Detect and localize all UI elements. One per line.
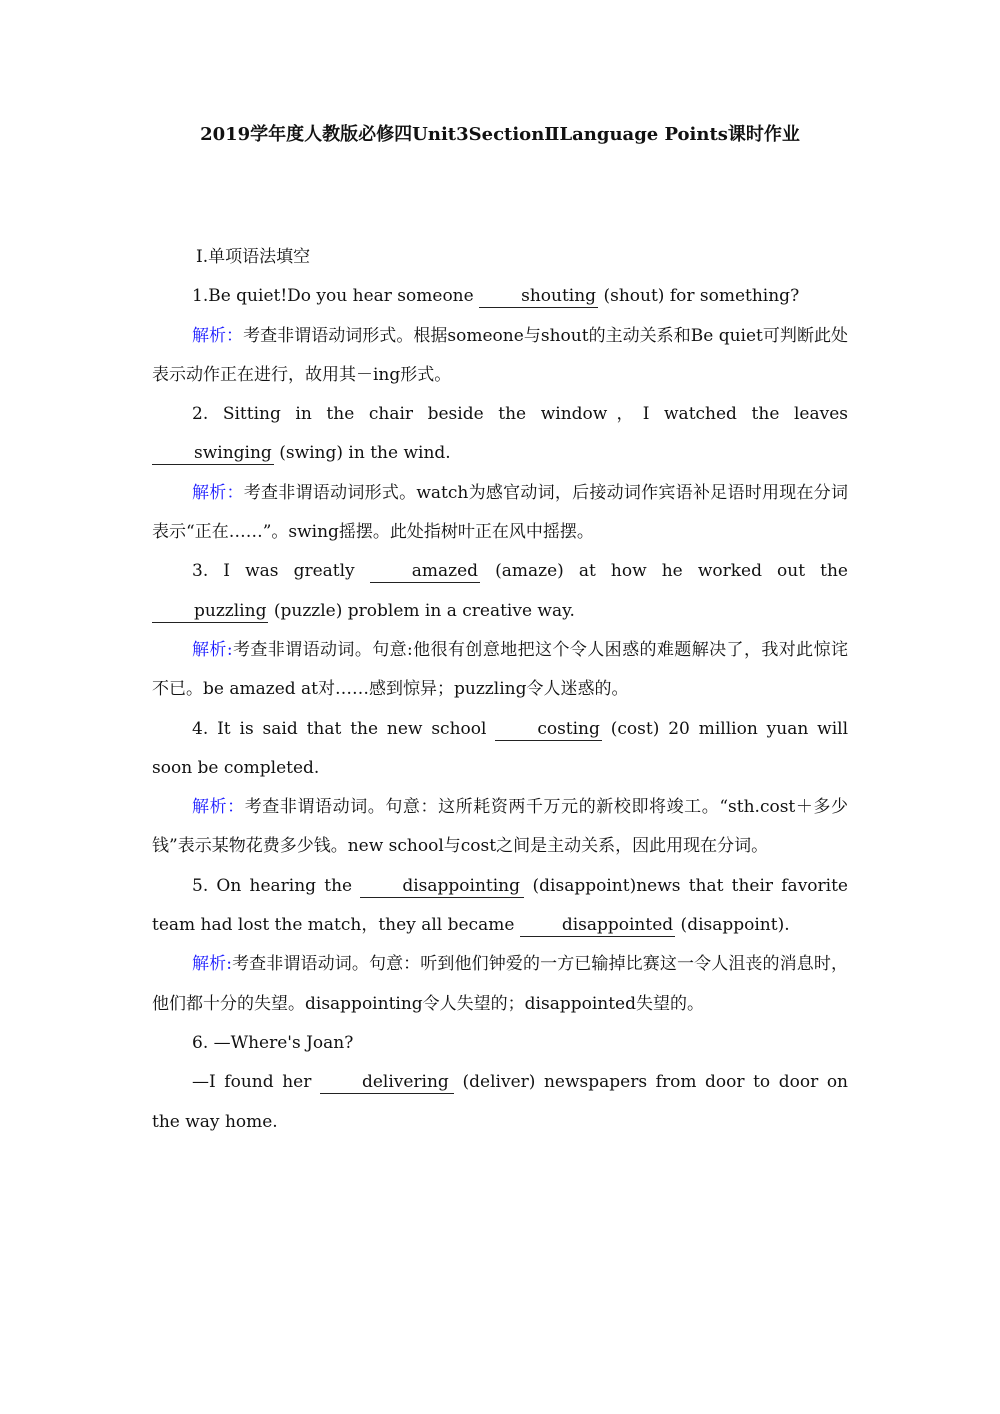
explanation-2: [152, 474, 848, 553]
explanation-3: [152, 631, 848, 710]
question-text: (amaze) at how he worked out the: [480, 561, 848, 582]
question-6: [152, 1063, 848, 1142]
section-heading: Ⅰ.单项语法填空: [196, 247, 311, 267]
explanation-5: [152, 945, 848, 1024]
explanation-label: 解析:: [192, 954, 232, 975]
question-text: (shout) for something?: [598, 286, 800, 307]
explanation-4: [152, 788, 848, 867]
question-text: 4. It is said that the new school: [192, 718, 496, 739]
question-text: 1.Be quiet!Do you hear someone: [192, 286, 480, 307]
explanation-1: [152, 317, 848, 396]
explanation-text: 考查非谓语动词。句意：听到他们钟爱的一方已输掉比赛这一令人沮丧的消息时，他们都十分的失望。disappointing令人失望的；disappointed失望的。: [152, 954, 848, 1014]
question-2: [152, 395, 848, 474]
explanation-text: 考查非谓语动词。句意:他很有创意地把这个令人困惑的难题解决了，我对此惊诧不已。be amazed at对……感到惊异；puzzling令人迷惑的。: [152, 639, 848, 700]
question-text: (cost) 20 million yuan will soon be completed.: [152, 718, 849, 778]
question-text: (swing) in the wind.: [273, 443, 451, 464]
answer-blank: shouting: [479, 285, 598, 308]
question-text: —I found her: [192, 1072, 320, 1093]
answer-blank: amazed: [370, 560, 480, 583]
question-text: (disappoint).: [675, 915, 790, 936]
answer-blank: costing: [495, 718, 602, 741]
question-5: [152, 867, 848, 946]
question-text: (deliver) newspapers from door to door on the way home.: [152, 1072, 849, 1132]
question-text: 5. On hearing the: [192, 875, 361, 896]
explanation-label: 解析：: [192, 482, 244, 503]
answer-blank: disappointing: [360, 875, 524, 898]
explanation-text: 考查非谓语动词形式。根据someone与shout的主动关系和Be quiet可判断此处表示动作正在进行，故用其－ing形式。: [152, 325, 848, 385]
answer-blank: delivering: [320, 1071, 454, 1094]
question-4: [152, 710, 848, 789]
question-3: [152, 552, 848, 631]
question-text: 3. I was greatly: [192, 561, 370, 582]
explanation-label: 解析:: [192, 639, 233, 660]
question-text: 2. Sitting in the chair beside the window，I watched the leaves: [192, 404, 848, 425]
question-1: [152, 277, 848, 316]
question-6-line-1: 6. —Where's Joan?: [192, 1032, 354, 1053]
explanation-label: 解析：: [192, 797, 245, 818]
document-body: [152, 238, 848, 1142]
answer-blank: puzzling: [152, 600, 268, 623]
explanation-text: 考查非谓语动词形式。watch为感官动词，后接动词作宾语补足语时用现在分词表示“正在……”。swing摇摆。此处指树叶正在风中摇摆。: [152, 482, 848, 543]
explanation-label: 解析：: [192, 325, 244, 346]
answer-blank: disappointed: [520, 914, 675, 937]
answer-blank: swinging: [152, 442, 274, 465]
explanation-text: 考查非谓语动词。句意：这所耗资两千万元的新校即将竣工。“sth.cost＋多少钱”表示某物花费多少钱。new school与cost之间是主动关系，因此用现在分词。: [152, 797, 848, 857]
question-text: (disappoint)news that their favorite team had lost the match，they all became: [152, 875, 848, 936]
question-text: (puzzle) problem in a creative way.: [268, 600, 575, 621]
page-title: 2019学年度人教版必修四Unit3SectionⅡLanguage Points课时作业: [200, 124, 800, 145]
